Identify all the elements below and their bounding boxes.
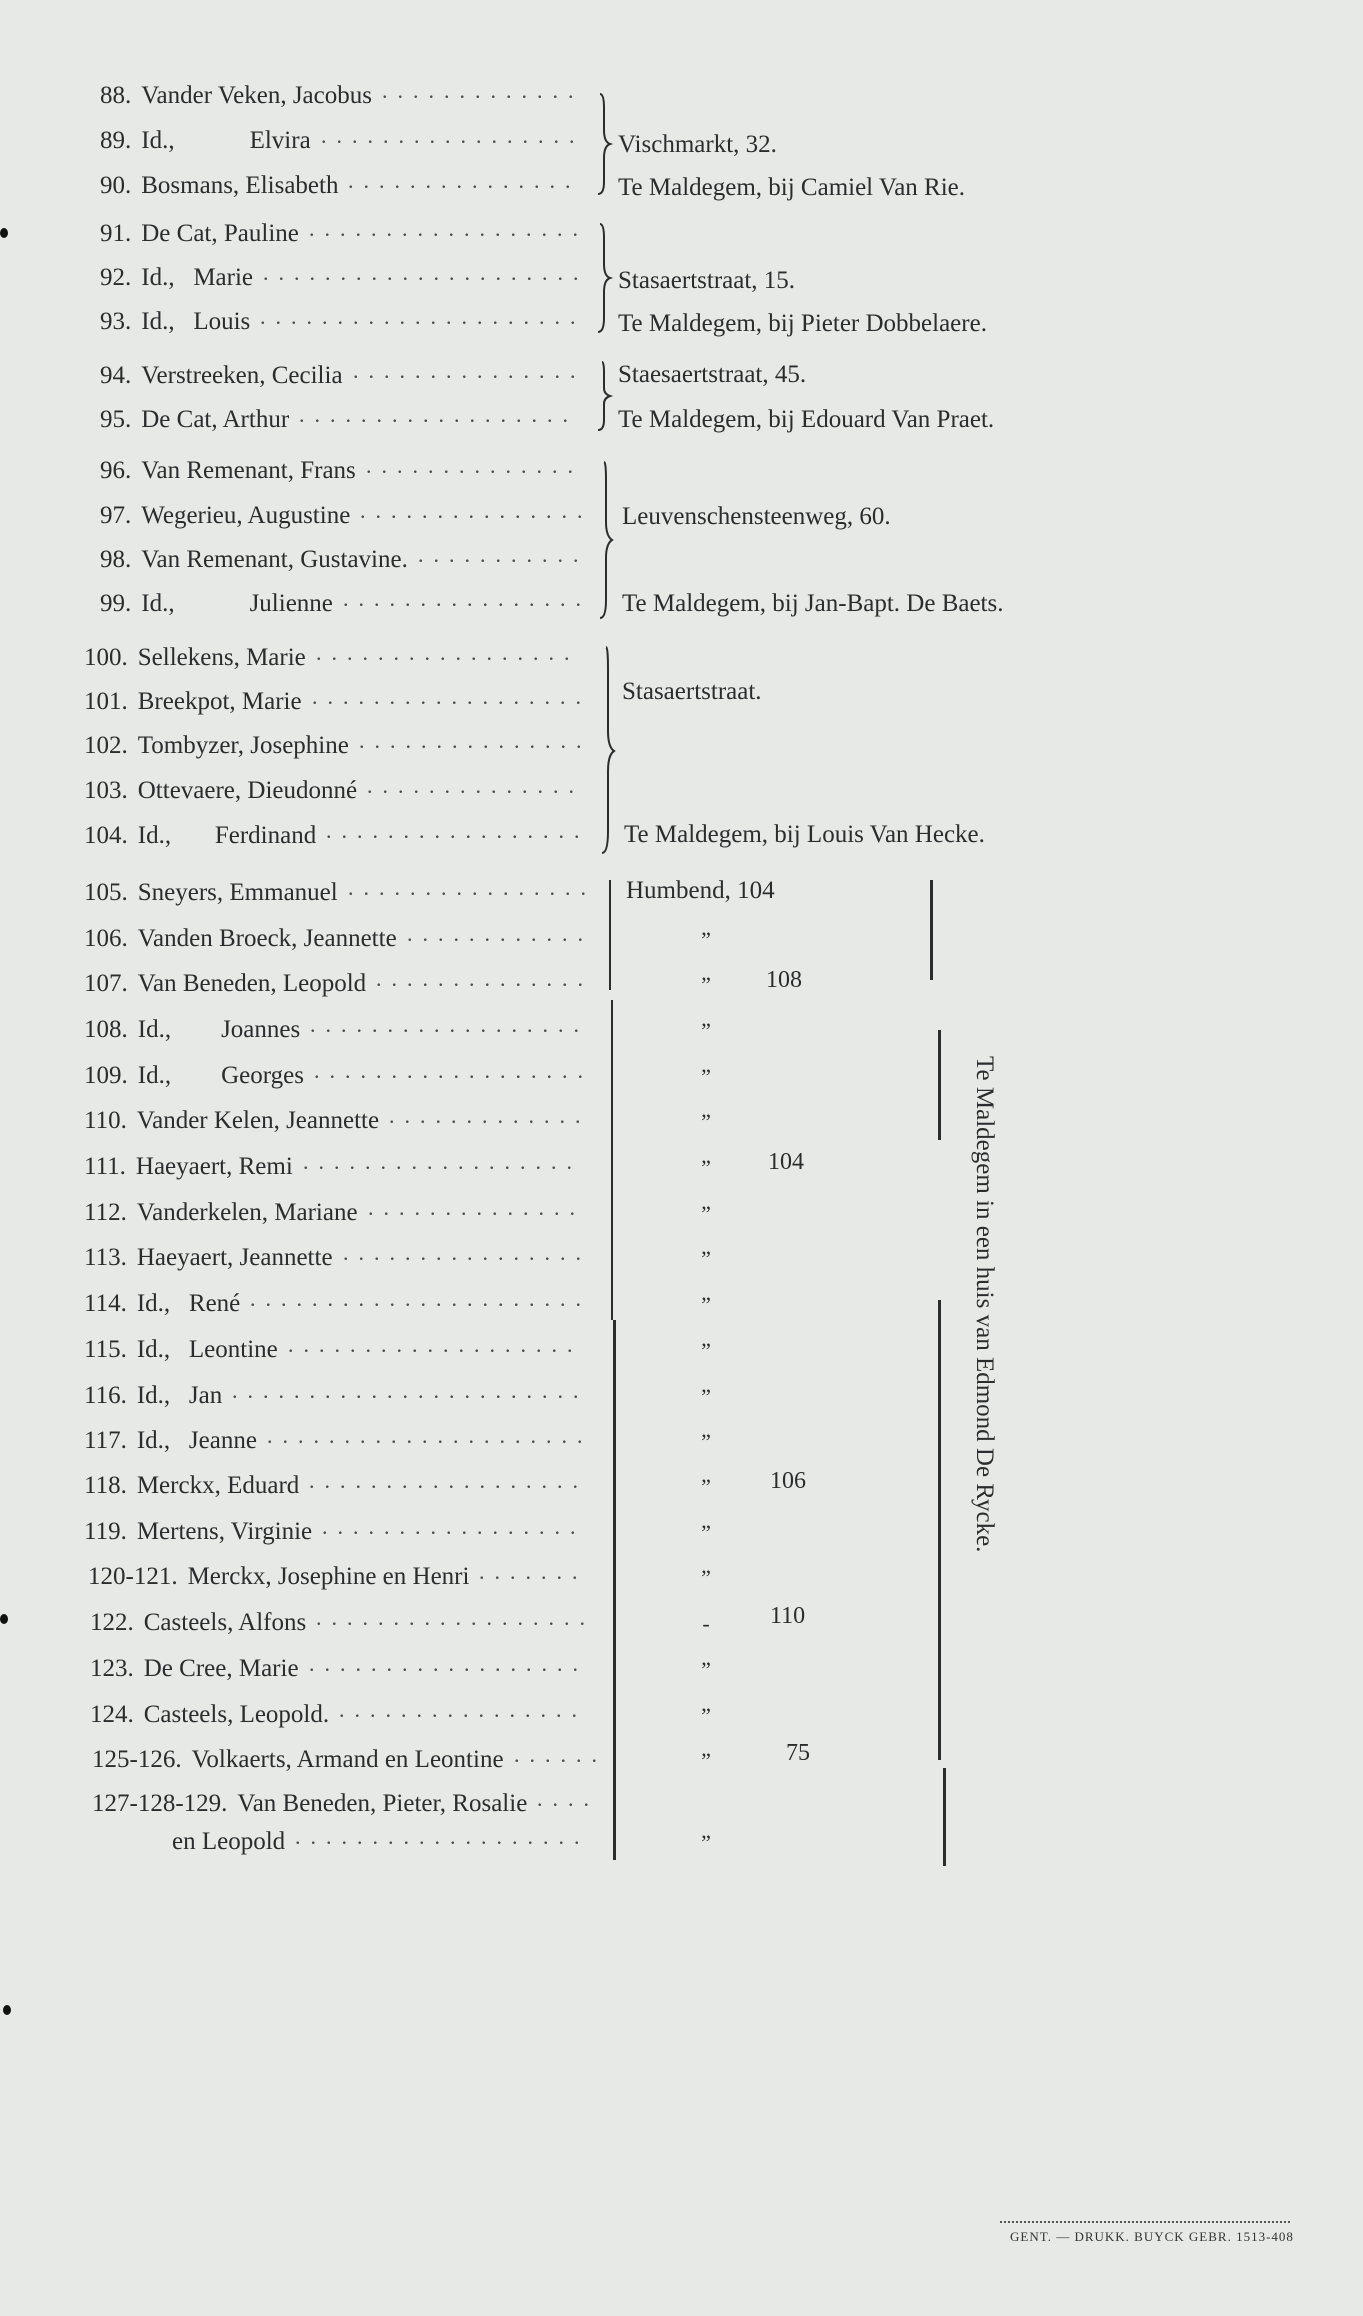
brace	[598, 645, 618, 855]
brace	[594, 222, 614, 334]
leader-dots: ...........	[418, 542, 589, 567]
entry-number: 124.	[90, 1701, 134, 1728]
entry-number: 118.	[84, 1472, 127, 1499]
leader-dots: .................	[321, 123, 585, 148]
leader-dots: ............	[407, 921, 593, 946]
entry-number: 88.	[100, 82, 132, 109]
entry-name: Van Beneden, Pieter, Rosalie	[237, 1790, 528, 1817]
leader-dots: ..................	[309, 1651, 588, 1676]
leader-dots: ..............	[376, 966, 593, 991]
group-line	[609, 880, 611, 990]
entry-number: 89.	[100, 127, 132, 154]
leader-dots: ..................	[314, 1058, 593, 1083]
entry-number: 90.	[100, 172, 132, 199]
entry-name: Vanden Broeck, Jeannette	[137, 925, 397, 952]
house-number: 106	[770, 1468, 806, 1494]
entry-number: 99.	[100, 590, 132, 617]
entry-name: Id., Jan	[136, 1382, 223, 1409]
entry-number: 107.	[84, 970, 128, 997]
entry-number: 114.	[84, 1290, 127, 1317]
leader-dots: ................	[343, 586, 591, 611]
entry-number: 105.	[84, 879, 128, 906]
bracket-line-lower	[938, 1300, 941, 1760]
entry-name: Breekpot, Marie	[137, 688, 302, 715]
list-item	[84, 1466, 299, 1506]
entry-number: 125-126.	[92, 1746, 182, 1773]
address-street-g5: Stasaertstraat.	[622, 678, 762, 705]
leader-dots: ...................	[288, 1332, 583, 1357]
entry-name: en Leopold	[172, 1828, 286, 1855]
entry-number: 102.	[84, 732, 128, 759]
leader-dots: .............	[382, 78, 584, 103]
entry-name: Van Remenant, Gustavine.	[141, 546, 408, 573]
leader-dots: ..............	[366, 453, 583, 478]
entry-number: 117.	[84, 1427, 127, 1454]
leader-dots: .......................	[232, 1378, 589, 1403]
entry-name: Verstreeken, Cecilia	[141, 362, 343, 389]
ditto-mark: ”	[701, 1748, 711, 1773]
entry-number: 112.	[84, 1199, 127, 1226]
leader-dots: .....................	[263, 260, 589, 285]
leader-dots: .....................	[267, 1423, 593, 1448]
house-number: 108	[766, 967, 802, 993]
house-number: 104	[768, 1149, 804, 1175]
entry-name: Sellekens, Marie	[137, 644, 306, 671]
entry-number: 94.	[100, 362, 132, 389]
entry-name: Ottevaere, Dieudonné	[137, 777, 358, 804]
ditto-mark: ”	[701, 1830, 711, 1855]
house-number: 110	[770, 1603, 806, 1629]
list-item	[100, 451, 356, 491]
list-item	[100, 584, 333, 624]
entry-name: Id., Joannes	[137, 1016, 301, 1043]
list-item	[84, 1147, 293, 1187]
list-item	[84, 919, 397, 959]
group-line	[611, 1000, 613, 1320]
entry-number: 103.	[84, 777, 128, 804]
entry-name: Sneyers, Emmanuel	[137, 879, 338, 906]
entry-number: 109.	[84, 1062, 128, 1089]
ditto-mark: ”	[701, 1109, 711, 1134]
entry-name: Id., Elvira	[141, 127, 311, 154]
entry-number: 98.	[100, 546, 132, 573]
leader-dots: ..................	[312, 684, 591, 709]
entry-number: 92.	[100, 264, 132, 291]
leader-dots: ..................	[309, 216, 588, 241]
entry-name: Id., Julienne	[141, 590, 333, 617]
ditto-mark: ”	[701, 1384, 711, 1409]
ditto-mark: ”	[701, 1018, 711, 1043]
ditto-mark: ”	[701, 1657, 711, 1682]
address-street-g3: Staesaertstraat, 45.	[618, 361, 807, 388]
list-item	[100, 302, 250, 342]
ditto-mark: ”	[701, 1520, 711, 1545]
address-host-g5: Te Maldegem, bij Louis Van Hecke.	[624, 821, 985, 848]
address-host-g3: Te Maldegem, bij Edouard Van Praet.	[618, 406, 995, 433]
ditto-mark: ”	[701, 1246, 711, 1271]
list-item	[100, 356, 343, 396]
list-item	[100, 121, 311, 161]
entry-number: 127-128-129.	[92, 1790, 228, 1817]
group-line	[613, 1320, 616, 1860]
list-item	[84, 964, 366, 1004]
ditto-mark: ”	[701, 1292, 711, 1317]
bracket-line-top	[930, 880, 933, 980]
brace	[594, 360, 614, 432]
leader-dots: .................	[326, 818, 590, 843]
entry-number: 106.	[84, 925, 128, 952]
entry-number: 97.	[100, 502, 132, 529]
list-item	[84, 1512, 312, 1552]
entry-number: 123.	[90, 1655, 134, 1682]
bracket-line-upper	[938, 1030, 941, 1140]
entry-number: 122.	[90, 1609, 134, 1636]
leader-dots: ..................	[310, 1012, 589, 1037]
leader-dots: ......	[514, 1742, 607, 1767]
list-item	[84, 1421, 257, 1461]
entry-number: 115.	[84, 1336, 127, 1363]
entry-name: Haeyaert, Jeannette	[136, 1244, 333, 1271]
leader-dots: .......	[479, 1559, 588, 1584]
entry-number: 111.	[84, 1153, 126, 1180]
list-item	[84, 1010, 300, 1050]
entry-name: Vander Veken, Jacobus	[141, 82, 372, 109]
list-item	[84, 1056, 304, 1096]
entry-name: Van Beneden, Leopold	[137, 970, 367, 997]
leader-dots: ...............	[353, 358, 586, 383]
entry-number: 96.	[100, 457, 132, 484]
address-street-g4: Leuvenschensteenweg, 60.	[622, 503, 891, 530]
entry-number: 108.	[84, 1016, 128, 1043]
list-item	[100, 76, 372, 116]
entry-name: De Cree, Marie	[143, 1655, 299, 1682]
list-item	[100, 258, 253, 298]
address-host-g2: Te Maldegem, bij Pieter Dobbelaere.	[618, 310, 987, 337]
list-item	[84, 1238, 333, 1278]
ditto-mark: ”	[701, 972, 711, 997]
leader-dots: ...............	[359, 728, 592, 753]
list-item	[92, 1740, 504, 1780]
entry-name: Id., Ferdinand	[137, 822, 317, 849]
entry-name: Wegerieu, Augustine	[141, 502, 351, 529]
entry-number: 110.	[84, 1107, 127, 1134]
list-item	[84, 638, 306, 678]
list-item	[84, 873, 338, 913]
list-item	[100, 400, 289, 440]
list-item	[84, 1101, 379, 1141]
address-host-g1: Te Maldegem, bij Camiel Van Rie.	[618, 174, 966, 201]
leader-dots: ...............	[360, 498, 593, 523]
entry-name: Vander Kelen, Jeannette	[136, 1107, 380, 1134]
brace	[594, 92, 614, 196]
house-number: 75	[786, 1740, 810, 1766]
entry-number: 116.	[84, 1382, 127, 1409]
vertical-note: Te Maldegem in een huis van Edmond De Rycke.	[971, 1056, 998, 1553]
entry-name: Id., Georges	[137, 1062, 304, 1089]
ditto-mark: ”	[701, 1064, 711, 1089]
entry-name: Casteels, Alfons	[143, 1609, 307, 1636]
entry-name: Merckx, Josephine en Henri	[187, 1563, 470, 1590]
leader-dots: ..................	[303, 1149, 582, 1174]
list-item	[90, 1695, 329, 1735]
list-item	[84, 771, 357, 811]
list-item	[92, 1784, 527, 1824]
address-street-g6: Humbend, 104	[626, 877, 775, 904]
entry-name: Casteels, Leopold.	[143, 1701, 330, 1728]
entry-name: Van Remenant, Frans	[141, 457, 356, 484]
list-item	[172, 1822, 285, 1862]
entry-name: Bosmans, Elisabeth	[141, 172, 339, 199]
entry-name: De Cat, Arthur	[141, 406, 290, 433]
address-host-g4: Te Maldegem, bij Jan-Bapt. De Baets.	[622, 590, 1004, 617]
entry-number: 91.	[100, 220, 132, 247]
footer-rule	[1000, 2221, 1290, 2223]
ditto-mark: ”	[701, 1338, 711, 1363]
entry-number: 113.	[84, 1244, 127, 1271]
leader-dots: ..................	[309, 1468, 588, 1493]
ditto-mark: ”	[701, 1429, 711, 1454]
entry-name: Vanderkelen, Mariane	[136, 1199, 358, 1226]
entry-name: De Cat, Pauline	[141, 220, 299, 247]
entry-name: Volkaerts, Armand en Leontine	[191, 1746, 504, 1773]
address-street-g2: Stasaertstraat, 15.	[618, 267, 796, 294]
ditto-mark: ”	[701, 1565, 711, 1590]
leader-dots: ................	[343, 1240, 591, 1265]
list-item	[84, 1330, 278, 1370]
entry-number: 119.	[84, 1518, 127, 1545]
entry-name: Id., Marie	[141, 264, 254, 291]
ditto-mark: ”	[701, 1703, 711, 1728]
ditto-mark: -	[702, 1611, 710, 1636]
list-item	[84, 1284, 240, 1324]
list-item	[90, 1603, 306, 1643]
list-item	[100, 166, 338, 206]
bracket-line-bottom	[943, 1768, 946, 1866]
leader-dots: .....................	[260, 304, 586, 329]
leader-dots: ................	[339, 1697, 587, 1722]
list-item	[100, 496, 350, 536]
entry-name: Id., Louis	[141, 308, 251, 335]
leader-dots: ..............	[368, 1195, 585, 1220]
leader-dots: ................	[348, 875, 596, 900]
ditto-mark: ”	[701, 927, 711, 952]
address-street-g1: Vischmarkt, 32.	[618, 131, 777, 158]
list-item	[84, 1376, 222, 1416]
list-item	[84, 682, 302, 722]
leader-dots: ..............	[367, 773, 584, 798]
leader-dots: .................	[322, 1514, 586, 1539]
brace	[596, 460, 616, 620]
punch-hole	[3, 2005, 11, 2015]
leader-dots: .................	[316, 640, 580, 665]
entry-number: 101.	[84, 688, 128, 715]
entry-name: Id., Leontine	[136, 1336, 278, 1363]
punch-hole	[0, 1614, 8, 1624]
entry-name: Tombyzer, Josephine	[137, 732, 349, 759]
printer-imprint: GENT. — DRUKK. BUYCK GEBR. 1513-408	[1010, 2229, 1294, 2244]
punch-hole	[0, 228, 8, 238]
leader-dots: ..................	[299, 402, 578, 427]
leader-dots: ......................	[250, 1286, 591, 1311]
list-item	[100, 214, 299, 254]
list-item	[100, 540, 408, 580]
entry-number: 104.	[84, 822, 128, 849]
leader-dots: .............	[389, 1103, 591, 1128]
ditto-mark: ”	[701, 1474, 711, 1499]
entry-name: Merckx, Eduard	[136, 1472, 300, 1499]
list-item	[84, 726, 349, 766]
entry-number: 120-121.	[88, 1563, 178, 1590]
entry-name: Id., Jeanne	[136, 1427, 257, 1454]
entry-name: Haeyaert, Remi	[135, 1153, 293, 1180]
entry-number: 100.	[84, 644, 128, 671]
entry-number: 93.	[100, 308, 132, 335]
list-item	[84, 1193, 358, 1233]
leader-dots: ...................	[295, 1824, 590, 1849]
leader-dots: ...............	[348, 168, 581, 193]
entry-name: Mertens, Virginie	[136, 1518, 313, 1545]
ditto-mark: ”	[701, 1155, 711, 1180]
list-item	[84, 816, 316, 856]
ditto-mark: ”	[701, 1201, 711, 1226]
leader-dots: ....	[537, 1786, 599, 1811]
entry-number: 95.	[100, 406, 132, 433]
list-item	[90, 1649, 299, 1689]
leader-dots: ..................	[316, 1605, 595, 1630]
entry-name: Id., René	[136, 1290, 241, 1317]
list-item	[88, 1557, 469, 1597]
